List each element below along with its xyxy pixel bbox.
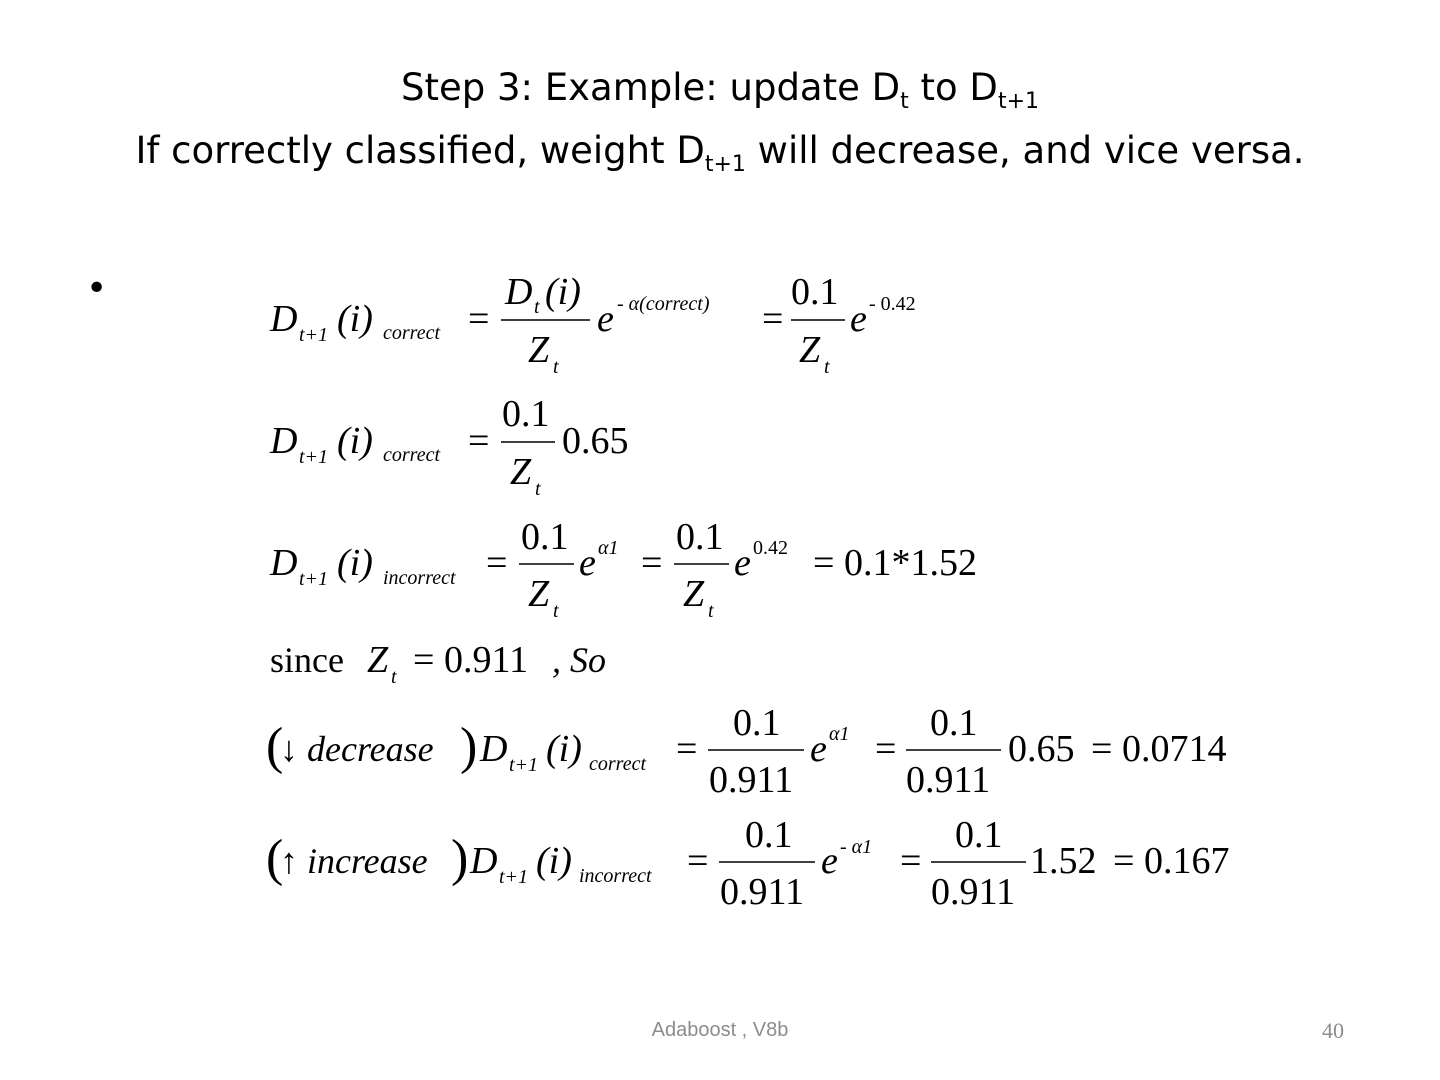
eq3-sub-t1: t+1	[299, 568, 329, 590]
eq2-den-Z: Z	[510, 451, 532, 493]
eq5-value-065: 0.65	[1008, 728, 1075, 770]
eq5-right-paren: )	[460, 718, 478, 775]
eq1-equals-2: =	[762, 298, 784, 340]
eq6-den-2: 0.911	[931, 871, 1016, 913]
equation-5-decrease	[266, 702, 1227, 801]
eq3-equals-2: =	[641, 542, 663, 584]
eq5-result: 0.0714	[1122, 728, 1227, 770]
eq1-den-sub-t: t	[553, 356, 559, 378]
eq5-den-1: 0.911	[709, 759, 794, 801]
eq3-den-sub-t-2: t	[708, 600, 714, 622]
eq3-exp-alpha1: α1	[598, 537, 619, 559]
title-line2-sub: t+1	[704, 152, 746, 177]
title-line1-sub-t1: t+1	[997, 89, 1039, 114]
eq4-z-value: 0.911	[444, 639, 529, 681]
eq6-den-1: 0.911	[720, 871, 805, 913]
eq1-exp-neg-042: - 0.42	[869, 293, 916, 315]
eq3-den-Z-1: Z	[528, 573, 550, 615]
eq6-e: e	[821, 840, 838, 882]
eq2-value-065: 0.65	[562, 420, 629, 462]
eq5-equals-1: =	[676, 728, 698, 770]
eq1-i: (i)	[337, 298, 373, 340]
eq6-i: (i)	[536, 840, 572, 882]
eq6-left-paren: (	[266, 830, 284, 887]
eq5-sub-t1: t+1	[509, 754, 539, 776]
title-line1-prefix: Step 3: Example: update D	[400, 66, 901, 109]
title-line2-prefix: If correctly classified, weight D	[135, 129, 705, 172]
page-number: 40	[1322, 1018, 1344, 1043]
eq1-exp-correct: - α(correct)	[617, 293, 710, 315]
equation-1	[269, 271, 916, 378]
eq5-equals-3: =	[1091, 728, 1113, 770]
eq1-den-Z-2: Z	[799, 329, 821, 371]
eq1-e-1: e	[597, 298, 614, 340]
eq5-equals-2: =	[875, 728, 897, 770]
eq2-sub-t1: t+1	[299, 446, 329, 468]
equation-2	[269, 393, 629, 500]
eq1-label-correct: correct	[383, 322, 441, 344]
eq3-den-sub-t-1: t	[553, 600, 559, 622]
eq6-D: D	[470, 840, 498, 882]
eq6-increase-label: ↑ increase	[280, 841, 428, 881]
slide-footer: Adaboost , V8b	[651, 1019, 789, 1041]
eq6-equals-2: =	[900, 840, 922, 882]
eq6-num-1: 0.1	[745, 814, 793, 856]
eq6-label-incorrect: incorrect	[579, 865, 652, 887]
eq6-right-paren: )	[451, 830, 469, 887]
eq5-label-correct: correct	[589, 753, 647, 775]
eq3-den-Z-2: Z	[683, 573, 705, 615]
equation-3	[269, 516, 977, 622]
eq1-num-sub-t: t	[534, 296, 540, 318]
eq5-D: D	[480, 728, 508, 770]
eq2-num: 0.1	[502, 393, 550, 435]
eq2-i: (i)	[337, 420, 373, 462]
eq4-Z: Z	[367, 639, 389, 681]
eq6-sub-t1: t+1	[499, 866, 529, 888]
title-line1-mid: to D	[908, 66, 998, 109]
eq6-value-152: 1.52	[1030, 840, 1097, 882]
eq6-num-2: 0.1	[955, 814, 1003, 856]
eq1-e-2: e	[850, 298, 867, 340]
eq1-den-Z: Z	[528, 329, 550, 371]
eq2-D: D	[270, 420, 298, 462]
eq3-label-incorrect: incorrect	[383, 567, 456, 589]
eq3-equals-3: =	[813, 542, 835, 584]
eq5-i: (i)	[546, 728, 582, 770]
equation-6-increase	[266, 814, 1230, 913]
eq4-since: since	[270, 640, 344, 680]
eq1-D: D	[270, 298, 298, 340]
eq5-left-paren: (	[266, 718, 284, 775]
eq5-e: e	[810, 728, 827, 770]
eq1-equals-1: =	[468, 298, 490, 340]
eq3-product: 0.1*1.52	[844, 542, 977, 584]
title-line1-sub-t: t	[900, 89, 909, 114]
eq3-num-2: 0.1	[676, 516, 724, 558]
eq1-num-2: 0.1	[791, 271, 839, 313]
eq1-den-sub-t-2: t	[824, 356, 830, 378]
eq3-exp-042: 0.42	[753, 537, 788, 559]
eq5-exp-alpha1: α1	[829, 723, 850, 745]
eq6-exp-neg-alpha1: - α1	[840, 836, 873, 858]
eq6-result: 0.167	[1144, 840, 1230, 882]
eq1-sub-t1: t+1	[299, 324, 329, 346]
title-line2-suffix: will decrease, and vice versa.	[745, 129, 1305, 172]
eq2-equals: =	[468, 420, 490, 462]
eq3-i: (i)	[337, 542, 373, 584]
eq3-num-1: 0.1	[521, 516, 569, 558]
eq5-decrease-label: ↓ decrease	[280, 729, 434, 769]
eq5-den-2: 0.911	[906, 759, 991, 801]
eq1-num-D: D	[505, 271, 533, 313]
eq3-D: D	[270, 542, 298, 584]
eq5-num-2: 0.1	[930, 702, 978, 744]
eq4-equals: =	[413, 639, 435, 681]
eq4-sub-t: t	[391, 666, 397, 688]
eq2-den-sub-t: t	[535, 478, 541, 500]
eq6-equals-3: =	[1113, 840, 1135, 882]
eq3-e-1: e	[579, 542, 596, 584]
equation-4	[270, 639, 606, 688]
eq3-e-2: e	[734, 542, 751, 584]
eq2-label-correct: correct	[383, 444, 441, 466]
eq4-so: , So	[552, 640, 606, 680]
bullet-point: •	[86, 268, 108, 309]
eq6-equals-1: =	[687, 840, 709, 882]
eq5-num-1: 0.1	[733, 702, 781, 744]
eq3-equals-1: =	[486, 542, 508, 584]
eq1-num-i: (i)	[545, 271, 581, 313]
